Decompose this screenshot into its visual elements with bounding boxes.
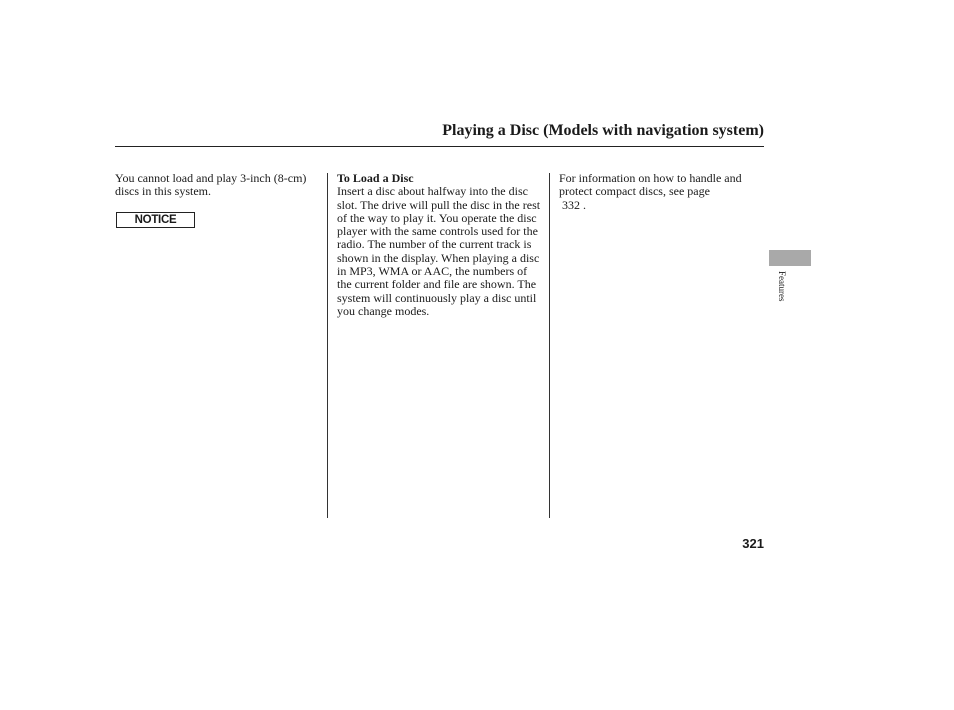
disc-care-reference	[559, 172, 764, 212]
section-tab	[769, 250, 811, 266]
column-middle	[337, 172, 543, 318]
page-reference-link[interactable]: 332	[562, 197, 580, 212]
column-divider-1	[327, 173, 328, 518]
disc-size-warning: You cannot load and play 3-inch (8-cm) discs in this system.	[115, 171, 307, 199]
section-tab-label: Features	[777, 271, 787, 302]
disc-care-text: For information on how to handle and protect compact discs, see page	[559, 171, 742, 199]
reference-suffix: .	[583, 197, 586, 212]
page-title: Playing a Disc (Models with navigation system)	[442, 122, 764, 139]
load-disc-body: Insert a disc about halfway into the disc slot. The drive will pull the disc in the rest of the way to play it. You operate the disc player with the same controls used for the radio. The number of the current track is shown in the display. When playing a disc in MP3, WMA or AAC, the numbers of the current folder and file are shown. The system will continuously play a disc until you change modes.	[337, 184, 541, 318]
load-disc-heading: To Load a Disc	[337, 171, 414, 185]
column-left	[115, 172, 315, 199]
notice-label: NOTICE	[116, 212, 195, 228]
page-number: 321	[742, 536, 764, 551]
title-divider	[115, 146, 764, 147]
column-right	[559, 172, 764, 212]
column-divider-2	[549, 173, 550, 518]
